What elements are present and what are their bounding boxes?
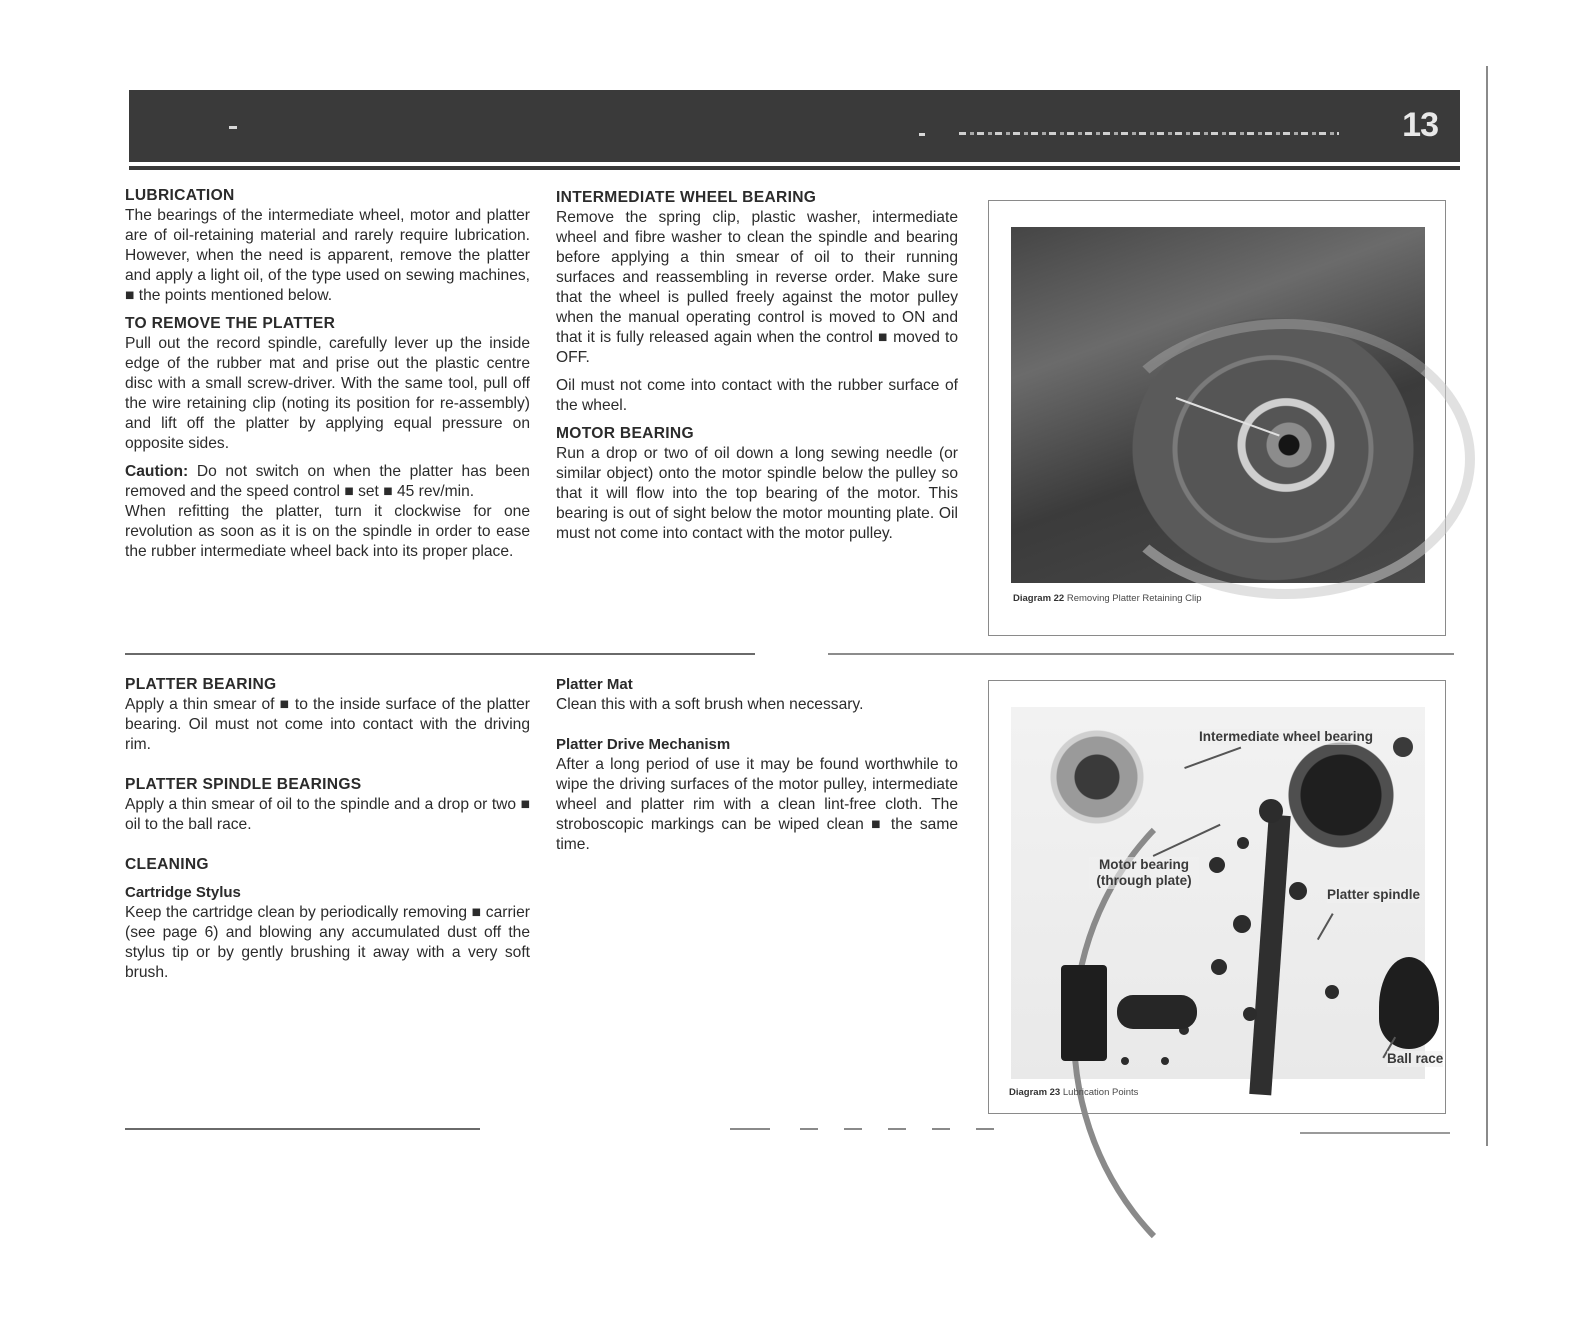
diagram-23-caption-label: Diagram 23 (1009, 1087, 1061, 1098)
footer-rule-dotted (800, 1128, 1010, 1130)
column-middle-bottom (556, 675, 958, 855)
subheading-cartridge-stylus: Cartridge Stylus (125, 884, 241, 901)
section-heading-remove-platter: TO REMOVE THE PLATTER (125, 315, 336, 332)
mounting-hole (1243, 1007, 1257, 1021)
footer-rule-left (125, 1128, 480, 1130)
diagram-22-caption (1013, 593, 1202, 604)
label-intermediate-wheel-bearing: Intermediate wheel bearing (1199, 729, 1374, 744)
intermediate-wheel-hub (1259, 799, 1283, 823)
header-decorative-line (959, 132, 1339, 135)
motor-bearing-body: Run a drop or two of oil down a long sewing needle (or similar object) onto the motor spindle below the pulley so that it will flow into the top bearing of the motor. This bearing is out of sight below the motor mounting plate. Oil must not come into contact with the motor pulley. (556, 445, 958, 542)
mounting-hole (1289, 882, 1307, 900)
section-heading-platter-spindle: PLATTER SPINDLE BEARINGS (125, 776, 362, 793)
intermediate-wheel-leader (1184, 747, 1241, 769)
caution-text: Do not switch on when the platter has been removed and the speed control ■ set ■ 45 rev/min. (125, 463, 530, 500)
diagram-23-frame (988, 680, 1446, 1114)
column-left-bottom (125, 675, 530, 983)
cartridge-stylus-body: Keep the cartridge clean by periodically removing ■ carrier (see page 6) and blowing any accumulated dust off the stylus tip or by gently brushing it away with a very soft brush. (125, 904, 530, 981)
header-rule (129, 166, 1460, 170)
mounting-hole (1237, 837, 1249, 849)
subheading-drive-mechanism: Platter Drive Mechanism (556, 736, 731, 753)
remove-platter-body: Pull out the record spindle, carefully lever up the inside edge of the rubber mat and prise out the plastic centre disc with a small screw-driver. With the same tool, pull off the wire retaining clip (noting its position for re-assembly) and lift off the platter by applying equal pressure on opposite sides. (125, 335, 530, 452)
section-heading-motor-bearing: MOTOR BEARING (556, 425, 694, 442)
mounting-hole (1211, 959, 1227, 975)
diagram-22-frame (988, 200, 1446, 636)
label-motor-bearing: Motor bearing (through plate) (1089, 857, 1199, 889)
lubrication-body: The bearings of the intermediate wheel, motor and platter are of oil-retaining material and rarely require lubrication. However, when the need is apparent, remove the platter and apply a light oil, of the type used on sewing machines, ■ the points mentioned below. (125, 207, 530, 304)
caution-label: Caution: (125, 463, 189, 480)
label-platter-spindle: Platter spindle (1327, 887, 1421, 902)
mounting-hole (1325, 985, 1339, 999)
section-heading-lubrication: LUBRICATION (125, 187, 235, 204)
platter-spindle-weight (1379, 957, 1439, 1049)
column-left-top (125, 186, 530, 562)
page-header-bar (129, 90, 1460, 162)
column-middle-top (556, 188, 958, 544)
mounting-hole (1161, 1057, 1169, 1065)
page-number: 13 (1402, 106, 1438, 144)
header-dash (919, 133, 925, 136)
diagram-23-caption-text: Lubrication Points (1062, 1087, 1139, 1098)
label-ball-race: Ball race (1387, 1051, 1444, 1066)
platter-mat-body: Clean this with a soft brush when necessary. (556, 696, 864, 713)
platter-rim-arc (1095, 319, 1475, 599)
intermediate-wheel-body: Remove the spring clip, plastic washer, intermediate wheel and fibre washer to clean the spindle and bearing before applying a thin smear of oil to their running surfaces and reassembling in reverse order. Make sure that the wheel is pulled freely against the motor pulley when the manual operating control is moved to ON and that it is fully released again when the control ■ moved to OFF. (556, 209, 958, 366)
mounting-hole (1209, 857, 1225, 873)
section-divider-rule (125, 653, 755, 655)
caution-paragraph (125, 462, 530, 502)
diagram-22-photo (1011, 227, 1425, 583)
motor-housing (1117, 995, 1197, 1029)
drive-mechanism-body: After a long period of use it may be found worthwhile to wipe the driving surfaces of the motor pulley, intermediate wheel and platter rim with a clean lint-free cloth. The stroboscopic markings can be wiped clean ■ the same time. (556, 756, 958, 853)
footer-rule-dash (730, 1128, 770, 1130)
diagram-23-photo (1011, 707, 1444, 1079)
platter-spindle-body: Apply a thin smear of oil to the spindle and a drop or two ■ oil to the ball race. (125, 796, 530, 833)
mounting-hole (1233, 915, 1251, 933)
diagram-22-caption-text: Removing Platter Retaining Clip (1066, 593, 1202, 604)
footer-rule-right (1300, 1132, 1450, 1134)
platter-bearing-body: Apply a thin smear of ■ to the inside surface of the platter bearing. Oil must not come into contact with the driving rim. (125, 696, 530, 753)
section-divider-rule-right (828, 653, 1454, 655)
subheading-platter-mat: Platter Mat (556, 676, 633, 693)
header-dash (229, 126, 237, 129)
platter-edge-arc (1071, 747, 1584, 1319)
refit-paragraph: When refitting the platter, turn it clockwise for one revolution as soon as it is on the spindle in order to ease the rubber intermediate wheel back into its proper place. (125, 503, 530, 560)
section-heading-intermediate-wheel: INTERMEDIATE WHEEL BEARING (556, 189, 817, 206)
section-heading-cleaning: CLEANING (125, 856, 209, 873)
diagram-23-caption (1009, 1087, 1138, 1098)
intermediate-wheel-note: Oil must not come into contact with the rubber surface of the wheel. (556, 377, 958, 414)
bearing-dot (1393, 737, 1413, 757)
section-heading-platter-bearing: PLATTER BEARING (125, 676, 277, 693)
diagram-22-caption-label: Diagram 22 (1013, 593, 1065, 604)
mounting-hole (1121, 1057, 1129, 1065)
motor-switch-block (1061, 965, 1107, 1061)
